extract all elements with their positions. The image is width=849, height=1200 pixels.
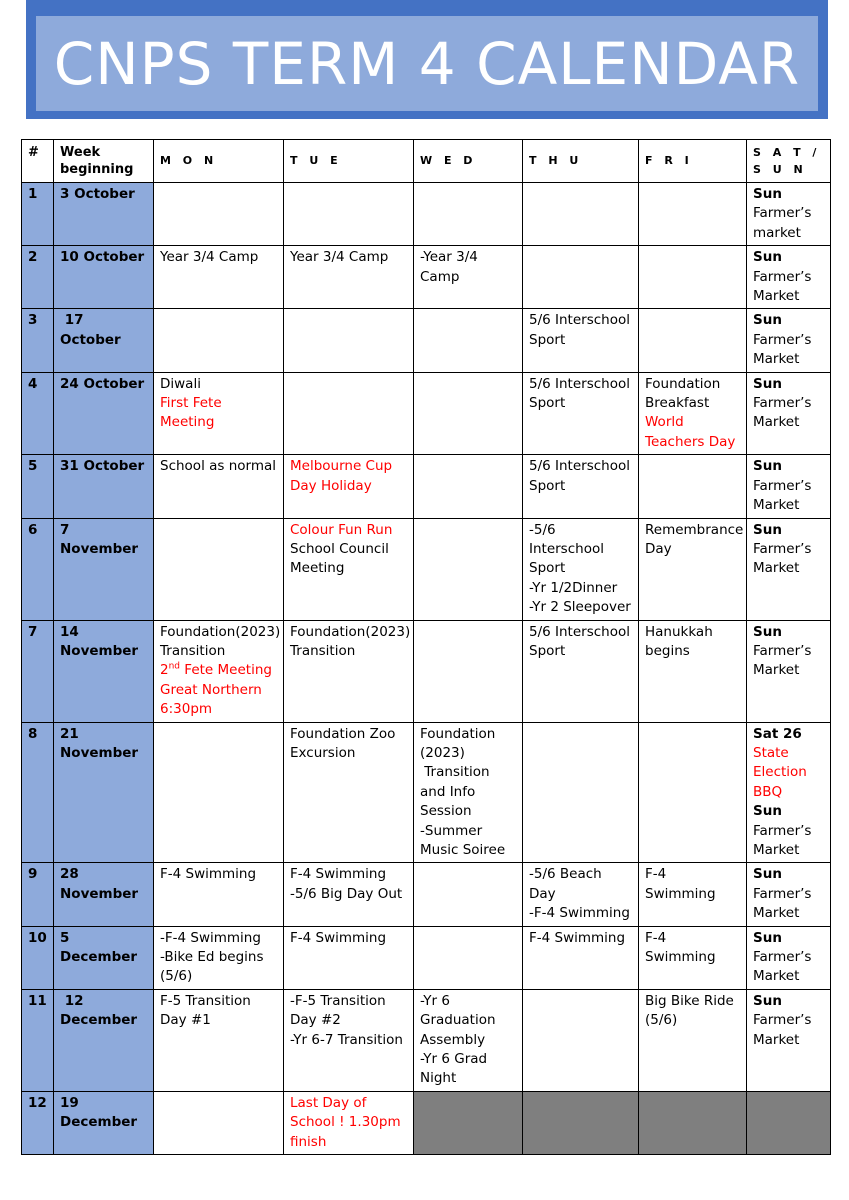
day-cell-wed [414, 926, 523, 989]
day-cell-tue [284, 926, 414, 989]
event-line: Music Soiree [420, 842, 506, 858]
event-line: -Yr 6-7 Transition [290, 1031, 403, 1048]
day-cell-thu [523, 722, 639, 863]
day-cell-thu [523, 863, 639, 926]
event-line: -5/6 [529, 521, 556, 538]
event-line: Sat 26 [753, 725, 802, 742]
event-line: Transition [160, 642, 226, 659]
day-cell-weekend [747, 183, 831, 246]
day-cell-mon [154, 455, 284, 518]
event-line: Farmer’s [753, 1012, 812, 1029]
event-line: Market [753, 497, 800, 514]
blank-gray-cell [639, 1091, 747, 1154]
day-cell-mon [154, 989, 284, 1091]
event-line: Foundation(2023) [290, 623, 411, 640]
header-wed: W E D [414, 140, 523, 183]
event-line: Sun [753, 458, 782, 475]
term-calendar-table [21, 139, 831, 1155]
day-cell-thu [523, 455, 639, 518]
week-row [22, 722, 831, 863]
event-line: F-4 Swimming [290, 929, 387, 946]
week-beginning-date: 19 December [54, 1091, 154, 1154]
week-row [22, 989, 831, 1091]
event-line: Market [753, 842, 800, 858]
event-line: -Summer [420, 822, 483, 839]
event-line: (5/6) [160, 968, 193, 985]
event-line: Hanukkah [645, 623, 713, 640]
day-cell-tue [284, 989, 414, 1091]
week-row [22, 372, 831, 455]
day-cell-thu [523, 518, 639, 620]
day-cell-thu [523, 620, 639, 722]
day-cell-thu [523, 183, 639, 246]
day-cell-weekend [747, 455, 831, 518]
event-text: Fete Meeting [180, 662, 272, 679]
event-line: 5/6 Interschool [529, 458, 630, 475]
event-line: Farmer’s [753, 949, 812, 966]
day-cell-fri [639, 863, 747, 926]
day-cell-mon [154, 722, 284, 863]
day-cell-mon [154, 620, 284, 722]
day-cell-fri [639, 989, 747, 1091]
header-sat-sun: S A T / S U N [747, 140, 831, 183]
event-line: Assembly [420, 1031, 486, 1048]
event-line: Market [753, 905, 800, 922]
event-line: Market [753, 560, 800, 577]
event-line: Foundation(2023) [160, 623, 281, 640]
event-line: Farmer’s [753, 395, 812, 412]
day-cell-fri [639, 455, 747, 518]
week-number: 3 [22, 309, 54, 372]
event-line: Farmer’s [753, 268, 812, 285]
event-line: -Yr 1/2Dinner [529, 579, 618, 596]
event-line: Sun [753, 312, 782, 329]
week-number: 12 [22, 1091, 54, 1154]
day-cell-mon [154, 309, 284, 372]
event-line: -Yr 6 Grad [420, 1051, 488, 1068]
day-cell-wed [414, 989, 523, 1091]
day-cell-weekend [747, 620, 831, 722]
event-line: Farmer’s [753, 885, 812, 902]
week-beginning-date: 7 November [54, 518, 154, 620]
event-line: Sport [529, 642, 566, 659]
event-line: finish [290, 1133, 327, 1150]
event-line: Graduation [420, 1012, 496, 1029]
title-banner [26, 0, 828, 119]
event-line: Melbourne Cup [290, 458, 393, 475]
day-cell-fri [639, 722, 747, 863]
day-cell-thu [523, 989, 639, 1091]
week-number: 11 [22, 989, 54, 1091]
day-cell-wed [414, 309, 523, 372]
event-line: F-4 Swimming [645, 866, 716, 902]
day-cell-fri [639, 518, 747, 620]
day-cell-weekend [747, 246, 831, 309]
day-cell-mon [154, 372, 284, 455]
day-cell-fri [639, 926, 747, 989]
day-cell-thu [523, 372, 639, 455]
day-cell-mon [154, 926, 284, 989]
event-line: Farmer’s [753, 477, 812, 494]
event-line: Day [645, 540, 672, 557]
week-row [22, 620, 831, 722]
event-line: Sport [529, 477, 566, 494]
event-line: Sun [753, 521, 782, 538]
event-line: Election [753, 764, 807, 781]
week-row [22, 309, 831, 372]
event-line: -5/6 Beach Day [529, 866, 607, 902]
week-row [22, 1091, 831, 1154]
day-cell-wed [414, 722, 523, 863]
ordinal-suffix: nd [168, 661, 181, 672]
day-cell-weekend [747, 722, 831, 863]
event-line: Breakfast [645, 395, 710, 412]
event-line: Transition [290, 642, 356, 659]
day-cell-fri [639, 183, 747, 246]
event-line: -F-4 Swimming [529, 905, 630, 922]
event-line: Remembrance [645, 521, 744, 538]
day-cell-tue [284, 455, 414, 518]
week-beginning-date: 3 October [54, 183, 154, 246]
event-line: Interschool [529, 540, 604, 557]
event-line: Market [753, 1031, 800, 1048]
event-line: Foundation [420, 725, 496, 742]
day-cell-tue [284, 1091, 414, 1154]
event-line: Sport [529, 395, 566, 412]
event-line: -Bike Ed begins [160, 949, 264, 966]
week-number: 6 [22, 518, 54, 620]
day-cell-mon [154, 1091, 284, 1154]
day-cell-wed [414, 863, 523, 926]
week-beginning-date: 14 November [54, 620, 154, 722]
week-beginning-date: 31 October [54, 455, 154, 518]
event-line: Sun [753, 803, 782, 820]
day-cell-tue [284, 309, 414, 372]
event-line: Sun [753, 929, 782, 946]
event-line: and Info [420, 783, 476, 800]
event-line: -F-5 Transition [290, 992, 386, 1009]
event-line [160, 661, 277, 680]
week-number: 8 [22, 722, 54, 863]
event-line: -Yr 2 Sleepover [529, 599, 631, 616]
event-line: Sun [753, 186, 782, 202]
event-line: (5/6) [645, 1012, 678, 1029]
event-line: -5/6 Big Day Out [290, 885, 403, 902]
header-thu: T H U [523, 140, 639, 183]
event-line: Year 3/4 Camp [160, 249, 259, 266]
event-line: F-4 Swimming [529, 929, 626, 946]
event-line: Market [753, 288, 800, 305]
week-row [22, 926, 831, 989]
event-line: Farmer’s [753, 205, 812, 222]
day-cell-weekend [747, 926, 831, 989]
day-cell-wed [414, 518, 523, 620]
event-line: Farmer’s [753, 822, 812, 839]
event-line: F-4 Swimming [160, 866, 257, 883]
event-line: Big Bike Ride [645, 992, 734, 1009]
blank-gray-cell [523, 1091, 639, 1154]
event-line: Sun [753, 623, 782, 640]
event-line: Foundation [645, 375, 721, 392]
event-line: Teachers Day [645, 433, 736, 450]
day-cell-thu [523, 246, 639, 309]
event-line: Sun [753, 866, 782, 883]
event-line: Market [753, 351, 800, 368]
event-line: BBQ [753, 783, 783, 800]
blank-gray-cell [414, 1091, 523, 1154]
week-row [22, 246, 831, 309]
day-cell-tue [284, 372, 414, 455]
day-cell-wed [414, 620, 523, 722]
header-fri: F R I [639, 140, 747, 183]
event-line: Market [753, 414, 800, 431]
event-line: State [753, 744, 789, 761]
week-beginning-date: 28 November [54, 863, 154, 926]
day-cell-mon [154, 183, 284, 246]
page-title: CNPS TERM 4 CALENDAR [53, 29, 801, 98]
event-line: Foundation Zoo [290, 725, 396, 742]
day-cell-tue [284, 620, 414, 722]
week-number: 7 [22, 620, 54, 722]
event-line: 5/6 Interschool [529, 312, 630, 329]
event-line: First Fete [160, 395, 222, 412]
event-line: Market [753, 662, 800, 679]
day-cell-wed [414, 183, 523, 246]
event-text: 2 [160, 662, 169, 679]
day-cell-weekend [747, 309, 831, 372]
week-number: 2 [22, 246, 54, 309]
day-cell-fri [639, 620, 747, 722]
table-header-row [22, 140, 831, 183]
event-line: Sun [753, 375, 782, 392]
day-cell-fri [639, 246, 747, 309]
event-line: Diwali [160, 375, 201, 392]
day-cell-weekend [747, 518, 831, 620]
day-cell-mon [154, 863, 284, 926]
week-beginning-date: 24 October [54, 372, 154, 455]
week-beginning-date: 5 December [54, 926, 154, 989]
day-cell-wed [414, 372, 523, 455]
week-beginning-date: 21 November [54, 722, 154, 863]
day-cell-wed [414, 455, 523, 518]
event-line: Day Holiday [290, 477, 372, 494]
day-cell-wed [414, 246, 523, 309]
event-line: begins [645, 642, 690, 659]
event-line: School Council [290, 540, 389, 557]
header-mon: M O N [154, 140, 284, 183]
event-line: Last Day of [290, 1094, 367, 1111]
day-cell-mon [154, 518, 284, 620]
week-row [22, 518, 831, 620]
event-line: 6:30pm [160, 701, 213, 718]
event-line: -F-4 Swimming [160, 929, 261, 946]
header-number: # [22, 140, 54, 183]
event-line: Night [420, 1070, 457, 1087]
event-line: Colour Fun Run [290, 521, 393, 538]
day-cell-weekend [747, 863, 831, 926]
week-row [22, 183, 831, 246]
event-line: Farmer’s [753, 540, 812, 557]
event-line: Farmer’s [753, 642, 812, 659]
event-line: Sport [529, 560, 566, 577]
day-cell-weekend [747, 989, 831, 1091]
event-line: Sun [753, 249, 782, 266]
event-line: Market [753, 968, 800, 985]
event-line: Meeting [160, 414, 215, 431]
event-line: School ! 1.30pm [290, 1114, 401, 1131]
week-beginning-date: 10 October [54, 246, 154, 309]
day-cell-tue [284, 863, 414, 926]
day-cell-mon [154, 246, 284, 309]
week-number: 10 [22, 926, 54, 989]
event-line: Transition [420, 764, 490, 781]
event-line: F-4 Swimming [290, 866, 387, 883]
week-number: 1 [22, 183, 54, 246]
day-cell-thu [523, 309, 639, 372]
calendar-body [22, 183, 831, 1155]
day-cell-tue [284, 183, 414, 246]
day-cell-tue [284, 246, 414, 309]
event-line: market [753, 224, 801, 241]
blank-gray-cell [747, 1091, 831, 1154]
event-line: F-5 Transition [160, 992, 251, 1009]
event-line: World [645, 414, 684, 431]
week-row [22, 863, 831, 926]
day-cell-tue [284, 722, 414, 863]
event-line: Sport [529, 331, 566, 348]
header-tue: T U E [284, 140, 414, 183]
event-line: Meeting [290, 560, 345, 577]
event-line: (2023) [420, 744, 465, 761]
event-line: Day #2 [290, 1012, 341, 1029]
header-week-beginning: Week beginning [54, 140, 154, 183]
day-cell-weekend [747, 372, 831, 455]
event-line: Farmer’s [753, 331, 812, 348]
day-cell-thu [523, 926, 639, 989]
event-line: School as normal [160, 458, 277, 475]
day-cell-fri [639, 309, 747, 372]
event-line: -Yr 6 [420, 992, 450, 1009]
event-line: Session [420, 803, 472, 820]
event-line: Day #1 [160, 1012, 211, 1029]
event-line: F-4 Swimming [645, 929, 716, 966]
week-row [22, 455, 831, 518]
title-banner-inner [36, 16, 818, 111]
week-beginning-date: 17 October [54, 309, 154, 372]
week-number: 9 [22, 863, 54, 926]
event-line: Excursion [290, 744, 356, 761]
event-line: Camp [420, 268, 460, 285]
day-cell-fri [639, 372, 747, 455]
event-line: -Year 3/4 [420, 249, 478, 266]
event-line: 5/6 Interschool [529, 623, 630, 640]
day-cell-tue [284, 518, 414, 620]
week-number: 4 [22, 372, 54, 455]
event-line: 5/6 Interschool [529, 375, 630, 392]
week-beginning-date: 12 December [54, 989, 154, 1091]
event-line: Great Northern [160, 681, 262, 698]
week-number: 5 [22, 455, 54, 518]
event-line: Sun [753, 992, 782, 1009]
event-line: Year 3/4 Camp [290, 249, 389, 266]
